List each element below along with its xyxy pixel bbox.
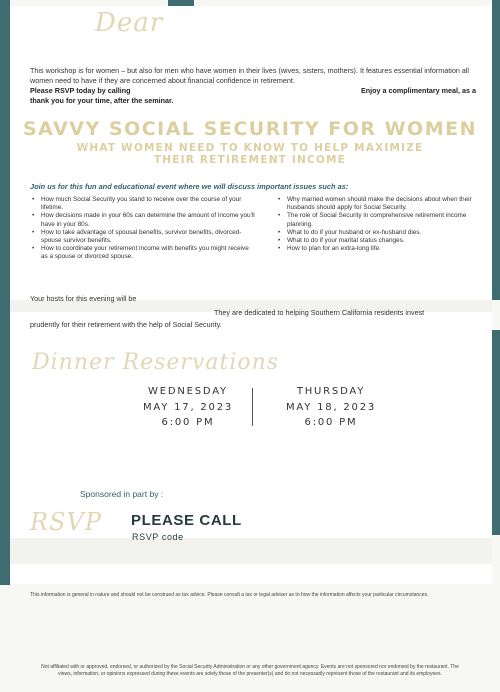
subtitle-line-2: THEIR RETIREMENT INCOME [153,154,347,166]
fold-line-lower [10,538,492,564]
event-title: SAVVY SOCIAL SECURITY FOR WOMEN [23,118,477,140]
sponsored-by: Sponsored in part by : [80,489,164,499]
join-intro: Join us for this fun and educational event where we will discuss important issues such as: [30,182,349,191]
event-date: MAY 17, 2023 [142,401,234,413]
event-date: MAY 18, 2023 [285,401,377,413]
event-day: WEDNESDAY [148,386,228,397]
hosts-intro: Your hosts for this evening will be [30,294,137,303]
hosts-continued: prudently for their retirement with the help of Social Security. [30,320,222,329]
list-item: • How to take advantage of spousal benefits, survivor benefits, divorced-spouse survivor benefits. [32,229,256,245]
rsvp-prompt: Please RSVP today by calling [30,86,131,95]
event-time: 6:00 PM [161,417,215,428]
list-item: • What to do if your husband or ex-husband dies. [278,229,478,237]
list-item: • How decisions made in your 60s can determine the amount of income you'll have in your 80s. [32,212,256,228]
list-item: • The role of Social Security in comprehensive retirement income planning. [278,212,478,228]
event-subtitle [0,142,500,166]
event-date-wednesday [118,384,258,431]
event-date-thursday [262,384,400,431]
topics-left-list [32,196,256,262]
list-item: • What to do if your marital status changes. [278,237,478,245]
greeting-script: Dear [95,8,164,38]
event-day: THURSDAY [296,386,366,397]
dinner-reservations-heading: Dinner Reservations [32,350,280,375]
rsvp-code-label: RSVP code [132,532,184,542]
footer-disclaimer: Not affiliated with or approved, endorsed, or authorized by the Social Security Administration or any other government agency. Events are not sponsored nor endorsed by the restaurant. The views, information, or opinions expressed during these events are solely those of the presenter(s) and do not necessarily represent those of the restaurant and its employees. [41,664,459,677]
tax-disclaimer: This information is general in nature and should not be construed as tax advice. Please consult a tax or legal adviser as to how the information affects your particular circumstances. [30,592,429,598]
thanks-line: thank you for your time, after the seminar. [30,96,174,105]
topics-right-list [278,196,478,253]
date-divider [252,388,253,426]
subtitle-line-1: WHAT WOMEN NEED TO KNOW TO HELP MAXIMIZE [76,142,424,154]
list-item: • How to plan for an extra-long life. [278,245,478,253]
rsvp-line [30,86,476,106]
meal-line: Enjoy a complimentary meal, as a [360,86,476,95]
intro-paragraph: This workshop is for women – but also for men who have women in their lives (wives, sisters, mothers). It features essential information all women need to have if they are concerned about financial confidence in retirement. [30,66,470,85]
hosts-dedicated: They are dedicated to helping Southern California residents invest [214,308,425,317]
please-call-heading: PLEASE CALL [131,512,242,529]
rsvp-script: RSVP [30,508,102,536]
list-item: • Why married women should make the decisions about when their husbands should apply for Social Security. [278,196,478,212]
list-item: • How to coordinate your retirement income with benefits you might receive as a spouse or divorced spouse. [32,245,256,261]
right-border-strip-bottom [492,330,500,535]
left-border-strip [0,0,10,585]
list-item: • How much Social Security you stand to receive over the course of your lifetime. [32,196,256,212]
event-time: 6:00 PM [304,417,358,428]
